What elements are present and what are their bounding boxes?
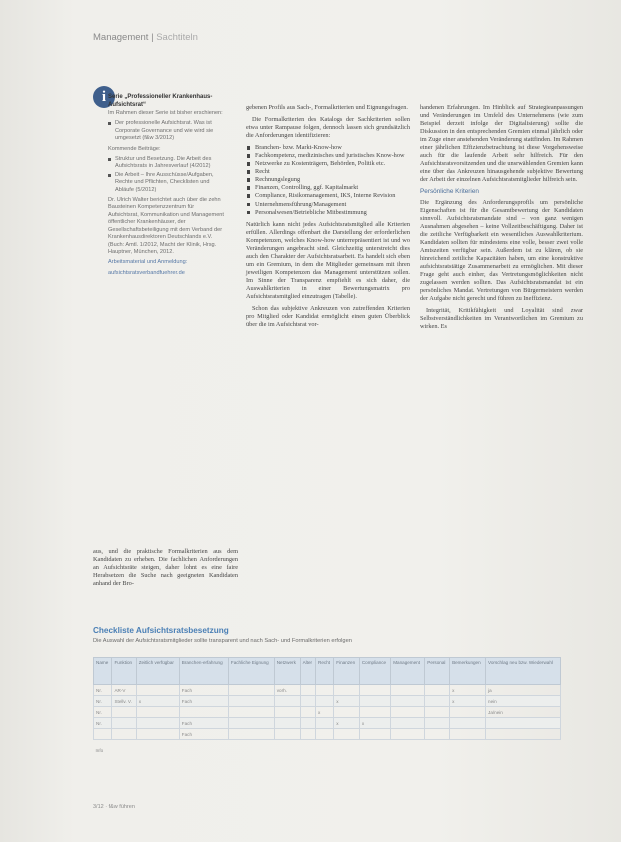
table-cell: [359, 729, 390, 740]
table-row: [94, 685, 561, 696]
table-cell: [316, 685, 334, 696]
table-cell: [359, 707, 390, 718]
criteria-item: Personalwesen/Betriebliche Mitbestimmung: [246, 209, 410, 217]
column-right: [420, 104, 583, 335]
table-cell: x: [136, 696, 179, 707]
table-cell: [228, 685, 274, 696]
checklist-title: Checkliste Aufsichtsratsbesetzung: [93, 626, 229, 635]
table-cell: [316, 696, 334, 707]
table-cell: Nr.: [94, 718, 112, 729]
sidebar-box: [108, 94, 226, 478]
table-cell: Nr.: [94, 696, 112, 707]
table-footnote: Info: [95, 747, 104, 753]
table-header-cell: Personal: [425, 658, 450, 685]
table-header-cell: Fachliche Eignung: [228, 658, 274, 685]
table-cell: [228, 707, 274, 718]
sidebar-link-label: Arbeitsmaterial und Anmeldung:: [108, 259, 188, 266]
table-header-cell: Netzwerk: [274, 658, 300, 685]
criteria-item: Compliance, Risikomanagement, IKS, Interne Revision: [246, 192, 410, 200]
table-cell: [300, 718, 315, 729]
page-header: [93, 32, 198, 43]
table-cell: [136, 685, 179, 696]
table-cell: [112, 707, 136, 718]
table-cell: [450, 718, 486, 729]
checklist-table: [93, 657, 561, 755]
table-header-cell: Finanzen: [334, 658, 360, 685]
table-cell: AR-V: [112, 685, 136, 696]
paragraph: Natürlich kann nicht jedes Aufsichtsratsmitglied alle Kriterien erfüllen. Allerdings offenbart die Darstellung der erforderlichen Kompetenzen, welches Know-how unterrepräsentiert ist und wo Veränderungen angebracht sind. Gleichzeitig unterstreicht dies auch den Charakter der Aufsichtsratsarbeit. Es handelt sich eben um ein Gremium, in dem die Mitglieder gemeinsam mit ihren jeweiligen Kompetenzen das Management unterstützen sollen. Im Sinne der Transparenz empfiehlt es sich daher, die Auswahlkriterien in einer Bewertungsmatrix pro Aufsichtsratsmitglied einzutragen (Tabelle).: [246, 220, 410, 301]
paragraph: Integrität, Kritikfähigkeit und Loyalität sind zwar Selbstverständlichkeiten im Verantwortlichen im Gremium zu wirken. Es: [420, 307, 583, 331]
table-cell: Fach: [179, 718, 228, 729]
table-cell: [391, 718, 425, 729]
table-header-cell: Funktion: [112, 658, 136, 685]
table-cell: nein: [486, 696, 561, 707]
table-cell: [300, 696, 315, 707]
table-header-row: [94, 658, 561, 685]
page-footer: 3/12 · f&w führen: [93, 804, 135, 810]
column-left-bottom: [93, 548, 238, 592]
table-body: [94, 685, 561, 756]
sidebar-list-item: Die Arbeit – Ihre Ausschüsse/Aufgaben, Rechte und Pflichten, Checklisten und Abläufe (5/2012): [108, 172, 226, 194]
table-cell: [300, 729, 315, 740]
table-cell: [450, 707, 486, 718]
table-cell: vorh.: [274, 685, 300, 696]
checklist-subtitle: Die Auswahl der Aufsichtsratsmitglieder sollte transparent und nach Sach- und Formalkriterien erfolgen: [93, 638, 352, 644]
info-icon: i: [93, 86, 115, 108]
table-cell: x: [359, 718, 390, 729]
table-cell: Stellv. V.: [112, 696, 136, 707]
criteria-item: Finanzen, Controlling, ggf. Kapitalmarkt: [246, 184, 410, 192]
criteria-item: Unternehmensführung/Management: [246, 201, 410, 209]
table-cell: [425, 685, 450, 696]
header-separator: |: [151, 32, 157, 43]
table-cell: x: [450, 685, 486, 696]
table-cell: Nr.: [94, 707, 112, 718]
table-header-cell: Zeitlich verfügbar: [136, 658, 179, 685]
table-cell: [391, 707, 425, 718]
table-cell: [94, 729, 112, 740]
table-cell: [486, 718, 561, 729]
criteria-item: Branchen- bzw. Markt-Know-how: [246, 144, 410, 152]
table-cell: [136, 729, 179, 740]
table-header-cell: Branchen-erfahrung: [179, 658, 228, 685]
table-cell: [179, 707, 228, 718]
table-cell: [334, 729, 360, 740]
table-cell: [450, 729, 486, 740]
criteria-item: Netzwerke zu Kostenträgern, Behörden, Politik etc.: [246, 160, 410, 168]
table-header-cell: Bemerkungen: [450, 658, 486, 685]
table-cell: [228, 718, 274, 729]
table-cell: [486, 729, 561, 740]
sidebar-list-published: [108, 120, 226, 142]
table-cell: [300, 707, 315, 718]
table-cell: [425, 729, 450, 740]
table-cell: [359, 685, 390, 696]
paragraph: Die Ergänzung des Anforderungsprofils um persönliche Eigenschaften ist für die Gesamtbewertung der Kandidaten sinnvoll. Aufsichtsratsmandate sind – von ganz wenigen Ausnahmen abgesehen – keine Vollzeitbeschäftigung. Daher ist die zeitliche Verfügbarkeit ein wesentliches Auswahlkriterium. Kandidaten sollten für mindestens eine volle, besser zwei volle Amtszeiten verfügbar sein. Außerdem ist zu klären, ob sie hinreichend zeitliche Kapazitäten haben, um eine konstruktive aufsichtsratstätige Zusammenarbeit zu ermöglichen. Mit dieser Frage geht auch einher, das Vertretungsmöglichkeiten nicht zugelassen werden sollten. Das Aufsichtsratsmandat ist ein persönliches Mandat. Vertretungen von Bürgermeistern werden der Aufgabe nicht gerecht und führen zu Ineffizienz.: [420, 198, 583, 303]
sidebar-note: Dr. Ulrich Walter berichtet auch über die zehn Bausteinen Kompetenzzentrum für Aufsichtsrat, Kommunikation und Management öffentlicher Krankenhäuser, der Gesellschaftsbeteiligung mit dem Verband der Krankenhausdirektoren Deutschlands e.V. (Buch: Amtl. 1/2012, Macht der Klinik, Hrsg. Hauptner, München, 2012.: [108, 197, 224, 255]
table-cell: [136, 707, 179, 718]
table-cell: Ja/nein: [486, 707, 561, 718]
table-cell: Nr.: [94, 685, 112, 696]
paragraph: Schon das subjektive Ankreuzen von zutreffenden Kriterien pro Mitglied oder Kandidat ermöglicht einen guten Überblick über die im Aufsichtsrat vor-: [246, 305, 410, 329]
table-header-cell: Management: [391, 658, 425, 685]
table-cell: x: [450, 696, 486, 707]
section-heading: Persönliche Kriterien: [420, 188, 479, 196]
table-header-cell: Name: [94, 658, 112, 685]
table-cell: [391, 696, 425, 707]
table-cell: [274, 729, 300, 740]
table-cell: x: [316, 707, 334, 718]
table-row: [94, 696, 561, 707]
table-cell: [274, 718, 300, 729]
table-cell: x: [334, 718, 360, 729]
table-row: [94, 729, 561, 740]
table-cell: [334, 707, 360, 718]
table-cell: [112, 718, 136, 729]
criteria-item: Rechnungslegung: [246, 176, 410, 184]
table-cell: Fach: [179, 685, 228, 696]
table-row: [94, 707, 561, 718]
sidebar-link[interactable]: aufsichtsratsverbandfuehrer.de: [108, 269, 185, 276]
table-cell: [274, 707, 300, 718]
criteria-item: Recht: [246, 168, 410, 176]
table-cell: [334, 685, 360, 696]
paragraph: handenen Erfahrungen. Im Hinblick auf Strategieanpassungen und Veränderungen im Umfeld des Unternehmens (wie zum Beispiel derzeit infolge der Digitalisierung) sollte die Diskussion in den entsprechenden Gremien einmal jährlich oder im Zuge einer anstehenden Veränderung stattfinden. Im Rahmen einer jährlichen Effizienzbetrachtung ist diese Vorgehensweise auch für die laufende Arbeit sehr hilfreich. Für den Aufsichtsratsvorsitzenden und die unsrwählenden Gremien kann eine über das Ankreuzen hinausgehende subjektive Bewertung der Arbeit der einzelnen Aufsichtsratsmitglieder hilfreich sein.: [420, 104, 583, 184]
sidebar-list-item: Struktur und Besetzung. Die Arbeit des Aufsichtsrats in Jahresverlauf (4/2012): [108, 156, 226, 171]
sidebar-title: Serie „Professioneller Krankenhaus-Aufsichtsrat“: [108, 94, 213, 108]
table-cell: Fach: [179, 696, 228, 707]
table-cell: [228, 696, 274, 707]
table-cell: [136, 718, 179, 729]
criteria-item: Fachkompetenz, medizinisches und juristisches Know-how: [246, 152, 410, 160]
table-header-cell: Vorschlag neu bzw. Wiederwahl: [486, 658, 561, 685]
column-middle: [246, 104, 410, 333]
paragraph: gebenen Profils aus Sach-, Formalkriterien und Eignungsfragen.: [246, 104, 408, 111]
table-cell: [300, 685, 315, 696]
table-cell: [425, 707, 450, 718]
table-cell: [316, 718, 334, 729]
table-cell: [391, 729, 425, 740]
table-cell: [274, 696, 300, 707]
table-cell: [425, 718, 450, 729]
table-cell: [316, 729, 334, 740]
sidebar-list-upcoming: [108, 156, 226, 194]
sidebar-intro: Im Rahmen dieser Serie ist bisher erschienen:: [108, 110, 223, 116]
sidebar-subhead: Kommende Beiträge:: [108, 145, 161, 152]
paragraph: aus, und die praktische Formalkriterien aus dem Kandidaten zu erheben. Die fachlichen Anforderungen an Aufsichtsräte steigen, daher lohnt es eine faire Herabsetzen die Suche nach geeigneten Kandidaten anhand der Bro-: [93, 548, 238, 588]
table-cell: Fach: [179, 729, 228, 740]
table-cell: x: [334, 696, 360, 707]
table-cell: [425, 696, 450, 707]
table-header-cell: Alter: [300, 658, 315, 685]
table-cell: [112, 729, 136, 740]
sidebar-list-item: Der professionelle Aufsichtsrat. Was ist Corporate Governance und wie wird sie umgesetzt (f&w 3/2012): [108, 120, 226, 142]
table-row: [94, 718, 561, 729]
table-header-cell: Recht: [316, 658, 334, 685]
header-title: Management: [93, 32, 149, 43]
paragraph: Die Formalkriterien des Katalogs der Sachkriterien sollen etwa unter Rampause folgen, dennoch lassen sich grundsätzlich die Anforderungen identifizieren:: [246, 116, 410, 140]
criteria-list: [246, 144, 410, 216]
table-cell: [359, 696, 390, 707]
table-cell: ja: [486, 685, 561, 696]
table-cell: [391, 685, 425, 696]
table-header-cell: Compliance: [359, 658, 390, 685]
header-section: Sachtiteln: [156, 32, 198, 43]
table-cell: [228, 729, 274, 740]
